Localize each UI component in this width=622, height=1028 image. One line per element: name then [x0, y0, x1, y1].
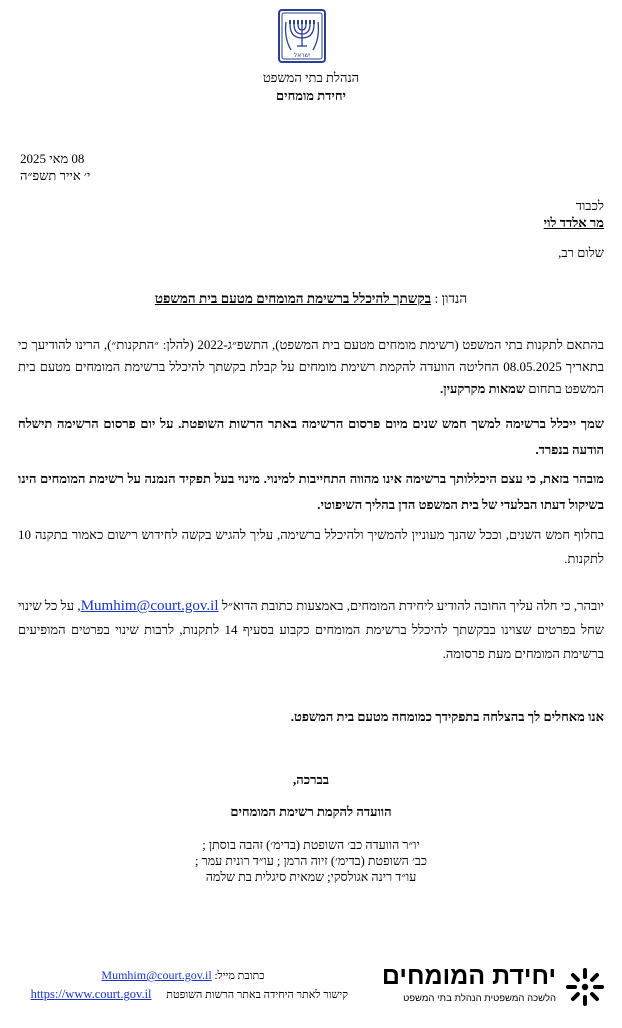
- footer-email-link[interactable]: Mumhim@court.gov.il: [101, 968, 212, 982]
- paragraph-5-text-after: , על כל שינוי שחל בפרטים שצוינו בבקשתך להיכלל ברשימת המומחים כקבוע בסעיף 14 לתקנות, לרבות שינוי בפרטים המופיעים ברשימת המומחים מעת פרסומה.: [18, 598, 604, 661]
- paragraph-5-text-before: יובהר, כי חלה עליך החובה להודיע ליחידת המומחים, באמצעות כתובת הדוא״ל: [221, 598, 604, 613]
- member-line: עו״ד רינה אגולסקי; שמאית סיגלית בת שלמה: [205, 870, 417, 884]
- paragraph-2: שמך ייכלל ברשימה למשך חמש שנים מיום פרסום הרשימה באתר הרשות השופטת. על יום פרסום הרשימה תישלח הודעה בנפרד.: [18, 416, 604, 457]
- recipient-name: מר אלדד לוי: [543, 215, 604, 230]
- greeting: שלום רב,: [558, 245, 604, 260]
- committee-name: הוועדה להקמת רשימת המומחים: [230, 804, 392, 819]
- closing-regards: בברכה,: [293, 772, 329, 787]
- field-of-expertise: שמאות מקרקעין.: [440, 381, 526, 396]
- date-block: [20, 150, 90, 184]
- footer-site-label: קישור לאתר היחידה באתר הרשות השופטת: [166, 989, 348, 1001]
- footer-contact: [18, 966, 348, 1004]
- experts-unit-logo-icon: [564, 966, 606, 1008]
- email-link[interactable]: Mumhim@court.gov.il: [80, 598, 219, 614]
- subject-text: בקשתך להיכלל ברשימת המומחים מטעם בית המשפט: [154, 291, 432, 306]
- experts-unit-logo: [381, 962, 606, 1012]
- org-name: הנהלת בתי המשפט: [262, 70, 360, 85]
- paragraph-3: מובהר בזאת, כי עצם היכללותך ברשימה אינו מהווה התחייבות למינוי. מינוי בעל תפקיד הנמנה על רשימת המומחים הינו בשיקול דעתו הבלעדי של בית המשפט הדן בהליך השיפוטי.: [18, 471, 604, 512]
- footer-email-row: [18, 966, 348, 985]
- member-line: כב׳ השופטת (בדימ׳) זיוה הרמן ; עו״ד רונית עמר ;: [194, 854, 428, 868]
- recipient-block: [544, 197, 604, 231]
- committee-members: [0, 837, 622, 885]
- unit-name: יחידת מומחים: [276, 88, 346, 103]
- paragraph-6: אנו מאחלים לך בהצלחה בתפקידך כמומחה מטעם בית המשפט.: [290, 709, 604, 724]
- paragraph-5: [18, 594, 604, 666]
- subject-label: הנדון :: [434, 291, 468, 306]
- logo-name: יחידת המומחים: [381, 962, 556, 990]
- recipient-honorific: לכבוד: [575, 198, 604, 213]
- subject-line: [0, 291, 622, 307]
- paragraph-1: [18, 334, 604, 400]
- footer-site-row: [18, 985, 348, 1004]
- footer-site-link[interactable]: https://www.court.gov.il: [30, 987, 152, 1001]
- hebrew-date: י׳ אייר תשפ״ה: [20, 168, 91, 183]
- member-line: יו״ר הוועדה כב׳ השופטת (בדימ׳) זהבה בוסתן ;: [202, 838, 420, 852]
- gregorian-date: 08 מאי 2025: [20, 151, 85, 166]
- paragraph-1-text: בהתאם לתקנות בתי המשפט (רשימת מומחים מטעם בית המשפט), התשפ״ג-2022 (להלן: ״התקנות״), הרינו להודיעך כי בתאריך 08.05.2025 החליטה הוועדה להקמת רשימת מומחים על קבלת בקשתך להיכלל ברשימת המומחים מטעם בית המשפט בתחום: [18, 337, 605, 396]
- logo-subtitle: הלשכה המשפטית הנהלת בתי המשפט: [403, 993, 556, 1004]
- paragraph-4: בחלוף חמש השנים, וככל שהנך מעוניין להמשיך ולהיכלל ברשימה, עליך להגיש בקשה לחידוש רישום כאמור בתקנה 10 לתקנות.: [18, 527, 604, 566]
- svg-text:ישראל: ישראל: [293, 52, 311, 59]
- state-emblem-icon: [277, 8, 327, 64]
- footer-email-label: כתובת מייל:: [214, 970, 265, 982]
